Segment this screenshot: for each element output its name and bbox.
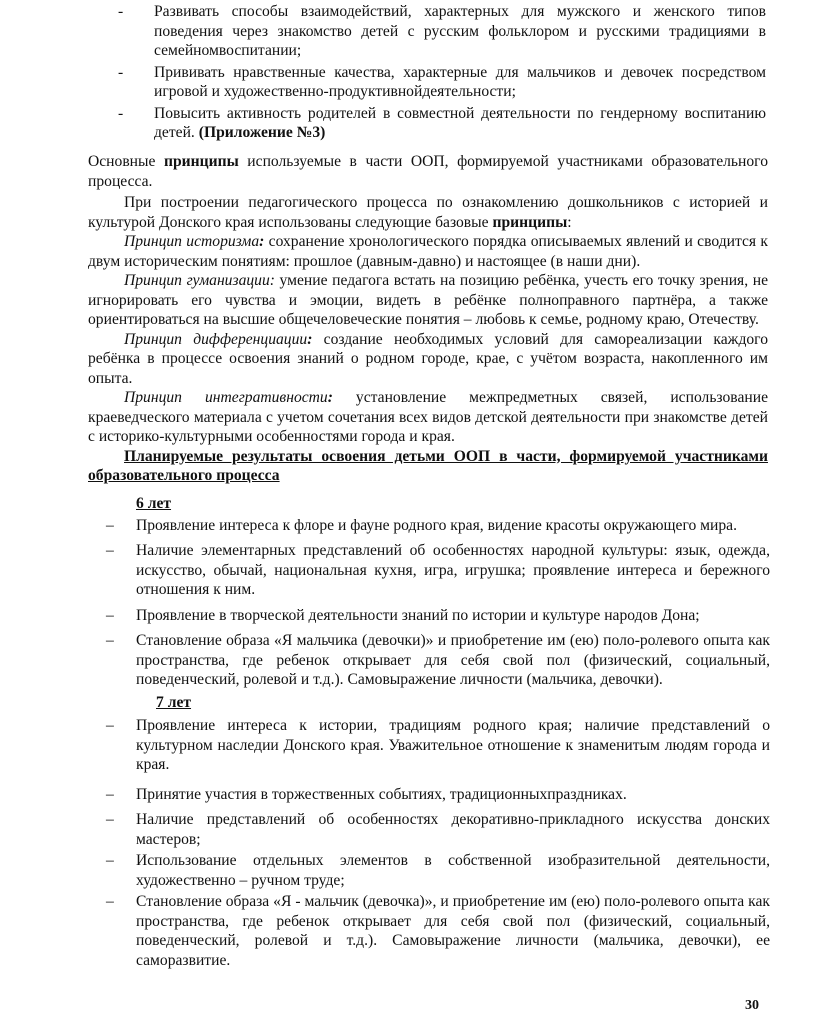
results-6-years (100, 494, 770, 970)
list-item (118, 2, 766, 61)
principle-colon: : (327, 389, 333, 406)
list-item (100, 516, 770, 536)
page-number: 30 (745, 998, 759, 1013)
list-item (100, 851, 770, 890)
dash-bullet: – (106, 893, 114, 910)
principle-paragraph (88, 330, 768, 389)
principle-text: установление межпредметных связей, использование краеведческого материала с учетом сочетания всех видов детской деятельности при знакомстве детей с историко-культурными особенностями города и края. (88, 389, 768, 445)
age-label-6 (100, 494, 770, 514)
list-item (118, 104, 766, 143)
intro-goals-list (118, 2, 766, 145)
principles-intro-bold: принципы (163, 153, 239, 170)
principle-paragraph (88, 271, 768, 330)
results-heading: Планируемые результаты освоения детьми ООП в части, формируемой участниками образовательного процесса (88, 447, 768, 484)
principle-colon: : (307, 330, 313, 348)
age-label-7 (100, 693, 770, 713)
list-item (100, 541, 770, 600)
construction-paragraph (88, 193, 768, 232)
appendix-reference: (Приложение №3) (198, 124, 326, 141)
list-item-text: Проявление в творческой деятельности знаний по истории и культуре народов Дона; (136, 606, 700, 624)
list-item-text: Проявление интереса к истории, традициям родного края; наличие представлений о культурном наследии Донского края. Уважительное отношение к знаменитым людям города и края. (136, 717, 770, 773)
list-item (118, 63, 766, 102)
list-item-text: Проявление интереса к флоре и фауне родного края, видение красоты окружающего мира. (136, 516, 738, 534)
list-item-text: Повысить активность родителей в совместной деятельности по гендерному воспитанию детей. (154, 104, 766, 141)
principle-name: Принцип гуманизации: (124, 272, 275, 289)
list-item-text: Использование отдельных элементов в собственной изобразительной деятельности, художественно – ручном труде; (136, 852, 770, 889)
list-item (100, 716, 770, 775)
principle-text: создание необходимых условий для самореализации каждого ребёнка в процессе освоения знаний о родном городе, крае, с учётом возраста, накопленного им опыта. (88, 330, 768, 387)
principle-paragraph (88, 232, 768, 271)
dash-bullet: – (106, 516, 114, 534)
dash-bullet: - (118, 63, 124, 81)
principles-section (88, 193, 768, 486)
principles-intro-before: Основные (88, 153, 164, 170)
principle-name: Принцип интегративности (124, 389, 328, 406)
age-label-text: 6 лет (136, 495, 172, 512)
list-item-text: Принятие участия в торжественных событиях, традиционныхпраздниках. (136, 785, 627, 803)
dash-bullet: – (106, 717, 114, 734)
list-item (100, 810, 770, 849)
list-item-text: Прививать нравственные качества, характерные для мальчиков и девочек посредством игровой и художественно-продуктивнойдеятельности; (154, 63, 766, 100)
list-item-text: Становление образа «Я мальчика (девочки)» и приобретение им (ею) поло-ролевого опыта как пространства, где ребенок открывает для себя свой пол (физический, социальный, поведенческий, ролевой и т.д.). Самовыражение личности (мальчика, девочки). (136, 632, 770, 688)
dash-bullet: - (118, 3, 124, 20)
principles-intro-after: используемые в части ООП, формируемой участниками образовательного процесса. (88, 153, 768, 190)
construction-bold: принципы (492, 213, 568, 231)
dash-bullet: – (106, 785, 114, 803)
dash-bullet: – (106, 542, 114, 559)
list-item (100, 892, 770, 970)
age-label-text: 7 лет (156, 693, 192, 711)
construction-end: : (567, 213, 572, 231)
principle-text: умение педагога встать на позицию ребёнка, учесть его точку зрения, не игнорировать его чувства и эмоции, видеть в ребёнке полноправного партнёра, а также ориентироваться на высшие общечеловеческие понятия – любовь к семье, родному краю, Отечеству. (88, 272, 768, 328)
principle-text: сохранение хронологического порядка описываемых явлений и сводится к двум историческим понятиям: прошлое (давным-давно) и настоящее (в наши дни). (88, 233, 768, 270)
principle-name: Принцип дифференциации (124, 330, 308, 348)
dash-bullet: - (118, 104, 124, 122)
principles-intro (88, 152, 768, 191)
dash-bullet: – (106, 852, 114, 869)
list-item-text: Развивать способы взаимодействий, характерных для мужского и женского типов поведения через знакомство детей с русским фольклором и русскими традициями в семейномвоспитании; (154, 3, 766, 59)
list-item (100, 606, 770, 626)
principle-name: Принцип историзма (124, 233, 260, 250)
dash-bullet: – (106, 811, 114, 828)
construction-text: При построении педагогического процесса по ознакомлению дошкольников с историей и культурой Донского края использованы следующие базовые (88, 194, 768, 231)
list-item-text: Наличие элементарных представлений об особенностях народной культуры: язык, одежда, искусство, обычай, национальная кухня, игра, игрушка; проявление интереса и бережного отношения к ним. (136, 542, 770, 598)
list-item-text: Наличие представлений об особенностях декоративно-прикладного искусства донских мастеров; (136, 811, 770, 848)
principle-colon: : (259, 233, 265, 250)
list-item-text: Становление образа «Я - мальчик (девочка)», и приобретение им (ею) поло-ролевого опыта как пространства, где ребенок открывает для себя свой пол (физический, социальный, поведенческий, ролевой и т.д.). Самовыражение личности (мальчика, девочки), ее саморазвитие. (136, 893, 770, 969)
list-item (100, 631, 770, 690)
principle-paragraph (88, 388, 768, 447)
dash-bullet: – (106, 606, 114, 624)
dash-bullet: – (106, 632, 114, 649)
list-item (100, 785, 770, 805)
